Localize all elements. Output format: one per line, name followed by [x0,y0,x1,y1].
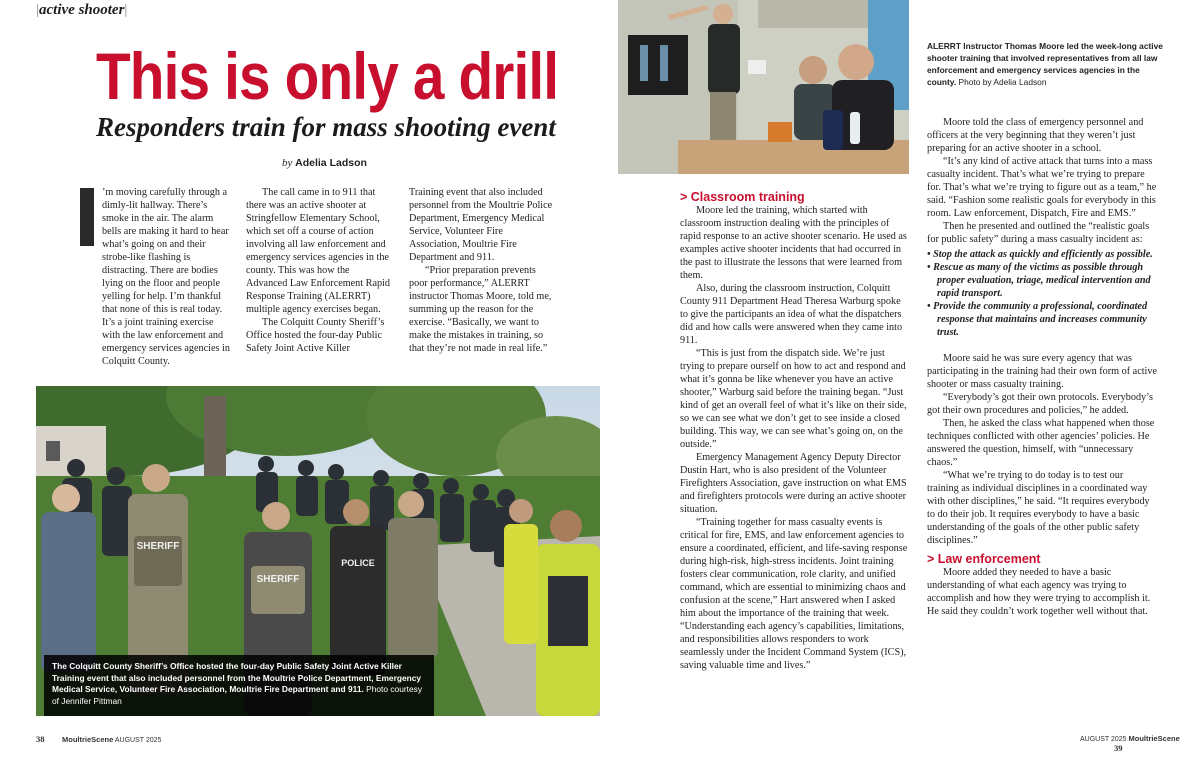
article-paragraph: Moore told the class of emergency personnel and officers at the very beginning that they weren’t just preparing for an active shooter in a school. [927,117,1144,154]
byline-by: by [282,157,293,169]
goals-list-item: • Provide the community a professional, coordinated response that maintains and increases community trust. [927,301,1148,338]
section-label: active shooter [39,2,125,18]
article-paragraph: Also, during the classroom instruction, Colquitt County 911 Department Head Theresa Warburg spoke to give the participants an idea of what the dispatchers did and how calls were answered when they came into 911. [680,283,903,346]
article-paragraph: ’m moving carefully through a dimly-lit hallway. There’s smoke in the air. The alarm bells are making it hard to hear what’s going on and their strobe-like flashing is distracting. There are bodies lying on the floor and people yelling for help. I’m thankful that none of this is real today. It’s a joint training exercise with the law enforcement and emergency services agencies in Colquitt County. [102,187,230,367]
headline: This is only a drill [96,39,559,113]
photo-credit: Photo by Adelia Ladson [958,77,1047,87]
caption-text: ALERRT Instructor Thomas Moore led the week-long active shooter training that involved representatives from all law enforcement and emergency services agencies in the county. [927,41,1163,87]
classroom-photo-caption [927,40,1165,88]
article-paragraph: Then he presented and outlined the “realistic goals for public safety” during a mass casualty incident as: [927,221,1150,245]
article-paragraph: The Colquitt County Sheriff’s Office hosted the four-day Public Safety Joint Active Killer [246,317,385,354]
article-paragraph: “Training together for mass casualty events is critical for fire, EMS, and law enforcement agencies to ensure a coordinated, efficient, and life-saving response during high-risk, high-stress incidents. Joint training fosters clear communication, role clarity, and unified command, which are essential to minimizing chaos and confusion at the scene,” Hart answered when I asked him about the importance of the training that week. “Understanding each agency’s capabilities, limitations, and responsibilities allows responders to work seamlessly under the Incident Command System (ICS), saving valuable time and lives.” [680,517,908,671]
article-column-1 [80,186,232,368]
classroom-photo [618,0,909,174]
section-subhead-classroom: > Classroom training [680,190,805,204]
article-paragraph: Training event that also included personnel from the Moultrie Police Department, Emergency Medical Service, Volunteer Fire Association, Moultrie Fire Department and 911. [409,187,553,263]
caption-text: The Colquitt County Sheriff’s Office hosted the four-day Public Safety Joint Active Killer Training event that also included personnel from the Moultrie Police Department, Emergency Medical Service, Volunteer Fire Association, Moultrie Fire Department and 911. [52,661,422,695]
article-paragraph: Moore led the training, which started with classroom instruction dealing with the principles of rapid response to an active shooter scenario. He used as examples active shooter incidents that had occurred in the past to illustrate the lessons that were learned from them. [680,205,907,281]
page-number: 39 [1114,743,1123,753]
article-paragraph: “Prior preparation prevents poor performance,” ALERRT instructor Thomas Moore, told me, summing up the reason for the exercise. “Basically, we want to make the mistakes in training, so that they’re not made in real life.” [409,265,552,354]
article-column-4 [680,191,910,672]
page-number: 38 [36,734,45,744]
article-paragraph: Moore added they needed to have a basic understanding of what each agency was trying to accomplish and how they were trying to accomplish it. He said they couldn’t work together well without that. [927,567,1151,617]
sheriff-vest-text: SHERIFF [136,541,180,552]
byline [282,157,367,169]
group-photo-caption [44,655,434,716]
article-column-3 [409,186,555,355]
footer-right [1080,734,1200,753]
magazine-name: MoultrieScene [1128,734,1180,743]
photo-credit: Photo courtesy of Jennifer Pittman [52,684,423,706]
article-paragraph: Then, he asked the class what happened when those techniques conflicted with other agencies’ policies. He answered the question, himself, with “unnecessary chaos.” [927,418,1155,468]
section-divider: | [36,2,40,18]
article-paragraph: Emergency Management Agency Deputy Director Dustin Hart, who is also president of the Volunteer Firefighters Association, gave instruction on what EMS and firefighters protocols were during an active shooter situation. [680,452,907,515]
subheadline: Responders train for mass shooting event [96,112,556,142]
article-paragraph: “What we’re trying to do today is to test our training as individual disciplines in a coordinated way with other disciplines,” he said. “It requires everybody to do their job. It requires everybody to have a basic understanding of the goals of the other public safety disciplines.” [927,470,1150,546]
section-tag [36,2,127,19]
police-vest-text: POLICE [341,558,375,568]
article-column-2 [246,186,391,355]
issue-date: AUGUST 2025 [1080,736,1127,743]
issue-date: AUGUST 2025 [114,737,162,744]
article-paragraph: Moore said he was sure every agency that was participating in the training had their own form of active shooter or mass casualty training. [927,353,1157,390]
photo-illustration [618,0,909,174]
article-column-5 [927,116,1157,618]
sheriff-vest-text: SHERIFF [256,574,300,585]
article-paragraph: The call came in to 911 that there was an active shooter at Stringfellow Elementary School, which set off a course of action involving all law enforcement and emergency services agencies in the county. This was how the Advanced Law Enforcement Rapid Response Training (ALERRT) multiple agency exercises began. [246,187,390,315]
article-paragraph: “It’s any kind of active attack that turns into a mass casualty incident. That’s what we’re trying to prepare for. That’s what we’re trying to figure out as a team,” he said. “Fashion some realistic goals for everybody in this room. Law enforcement, Dispatch, Fire and EMS.” [927,156,1157,219]
goals-list [927,248,1157,339]
article-paragraph: “Everybody’s got their own protocols. Everybody’s got their own procedures and policies,” he added. [927,392,1153,416]
section-subhead-law: > Law enforcement [927,552,1041,566]
section-divider: | [124,2,128,18]
byline-author: Adelia Ladson [295,157,367,169]
article-paragraph: “This is just from the dispatch side. We’re just trying to prepare ourself on how to act and respond and what it’s gonna be like whenever you have an active shooter,” Warburg said before the training began. “Just kind of get an overall feel of what it’s like on their side, so we can see what we don’t get to see inside a closed building. This way, we can see what’s going on, on the outside.” [680,348,907,450]
magazine-name: MoultrieScene [62,735,114,744]
goals-list-item: • Stop the attack as quickly and efficiently as possible. [927,249,1153,260]
goals-list-item: • Rescue as many of the victims as possible through proper evaluation, triage, medical intervention and rapid transport. [927,262,1151,299]
footer-left [36,734,161,744]
